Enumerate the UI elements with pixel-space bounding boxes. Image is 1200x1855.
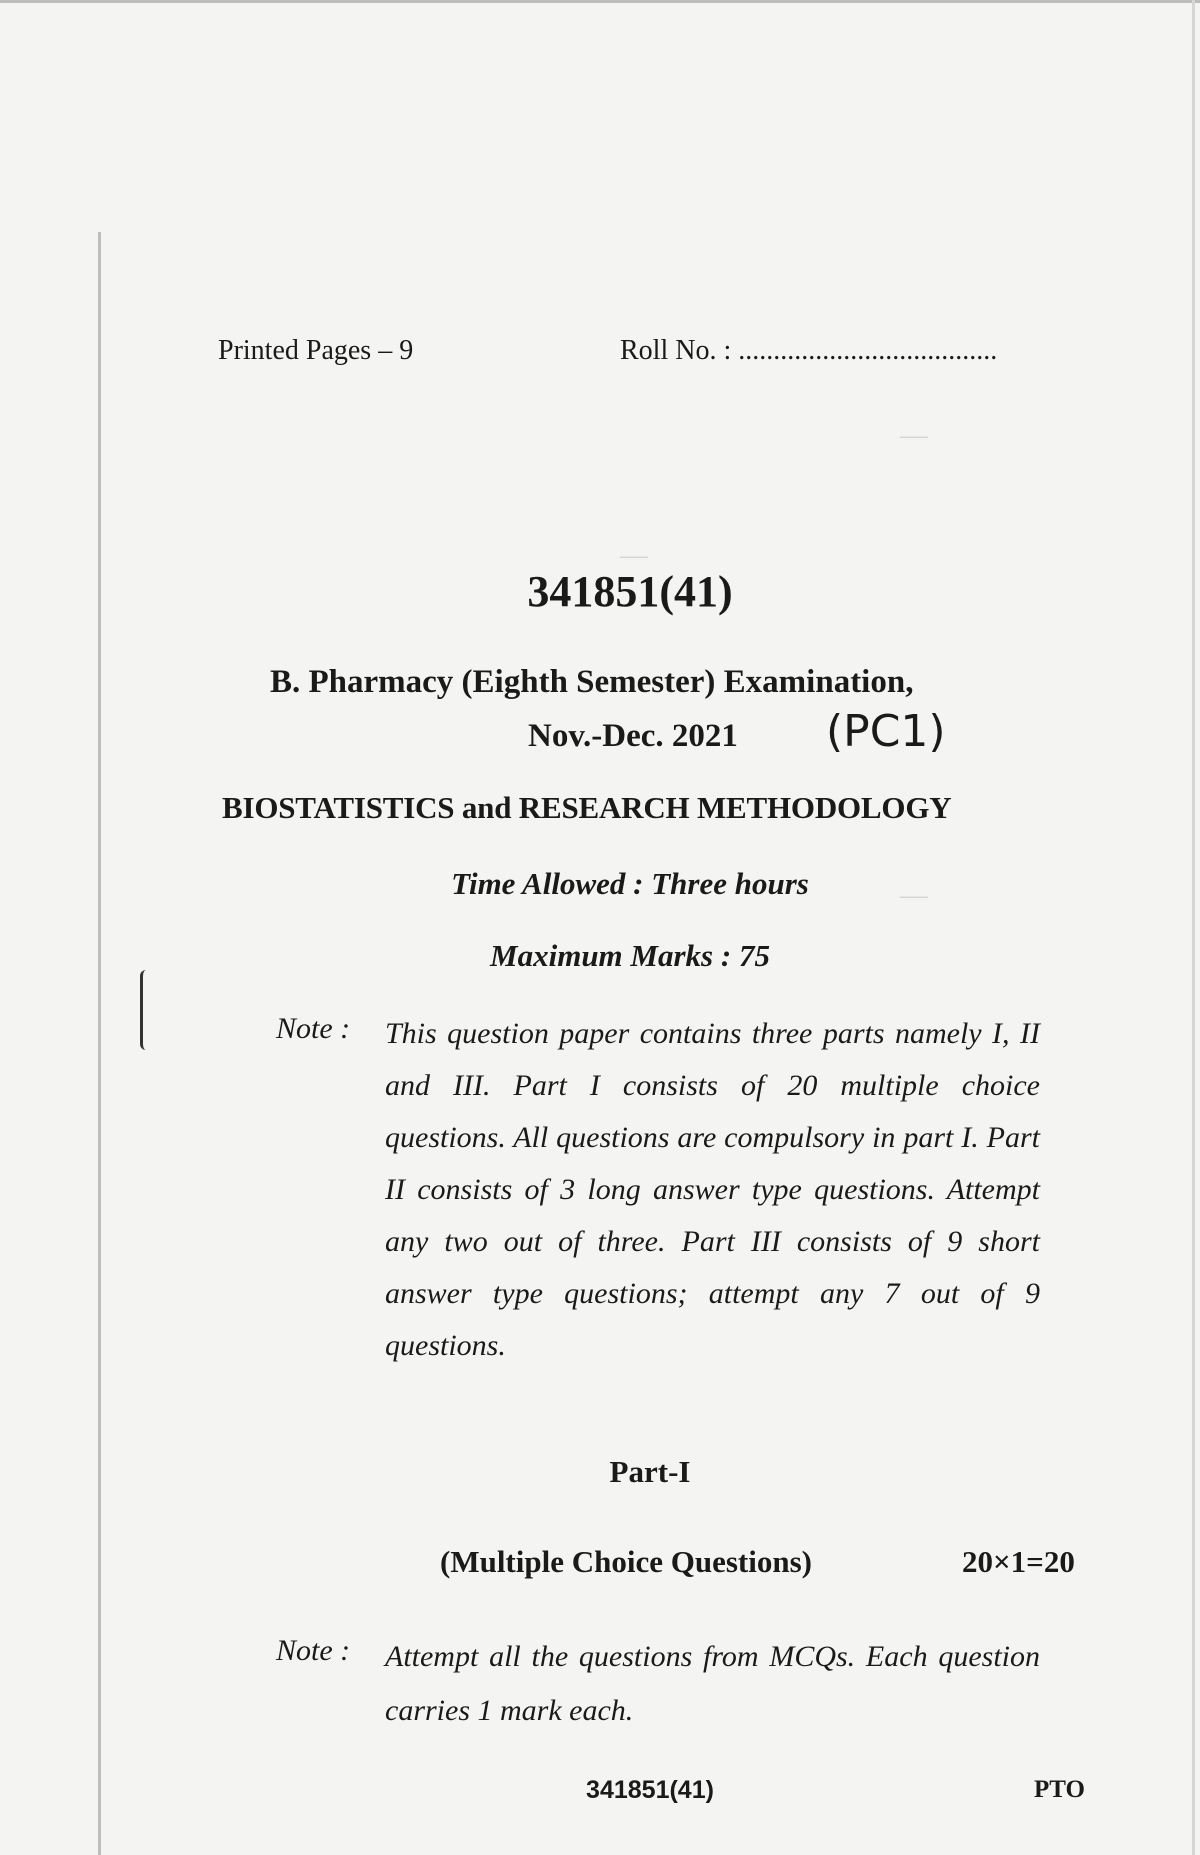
paper-code: 341851(41) — [527, 567, 733, 616]
bleed-through-mark: — — [900, 420, 928, 451]
margin-bracket-mark — [140, 970, 151, 1050]
exam-session: Nov.-Dec. 2021 — [528, 718, 738, 754]
bleed-through-mark: — — [620, 540, 648, 571]
footer-paper-code: 341851(41) — [586, 1776, 714, 1804]
printed-pages: Printed Pages – 9 — [218, 335, 414, 366]
subject-title: BIOSTATISTICS and RESEARCH METHODOLOGY — [222, 790, 952, 825]
page-top-edge — [0, 0, 1200, 3]
section-marks: 20×1=20 — [962, 1544, 1075, 1579]
roll-number-field: Roll No. : ..................................... — [620, 335, 998, 366]
section-heading: (Multiple Choice Questions) — [440, 1544, 812, 1579]
time-allowed: Time Allowed : Three hours — [451, 866, 809, 901]
bleed-through-mark: — — [900, 880, 928, 911]
note-text: This question paper contains three parts namely I, II and III. Part I consists of 20 multiple choice questions. All questions are compulsory in part I. Part II consists of 3 long answer type questions. Attempt any two out of three. Part III consists of 9 short answer type questions; attempt any 7 out of 9 questions. — [385, 1017, 1040, 1362]
note-label: Note : — [276, 1012, 351, 1045]
footer-pto: PTO — [1034, 1776, 1085, 1803]
note-text: Attempt all the questions from MCQs. Each question carries 1 mark each. — [385, 1640, 1040, 1727]
part-title: Part-I — [609, 1454, 691, 1489]
note-label: Note : — [276, 1634, 351, 1667]
page-left-edge — [98, 232, 101, 1855]
maximum-marks: Maximum Marks : 75 — [490, 938, 770, 973]
handwritten-code: (PC1) — [826, 706, 946, 757]
exam-title: B. Pharmacy (Eighth Semester) Examination, — [270, 664, 914, 700]
page-right-edge — [1192, 0, 1195, 1855]
